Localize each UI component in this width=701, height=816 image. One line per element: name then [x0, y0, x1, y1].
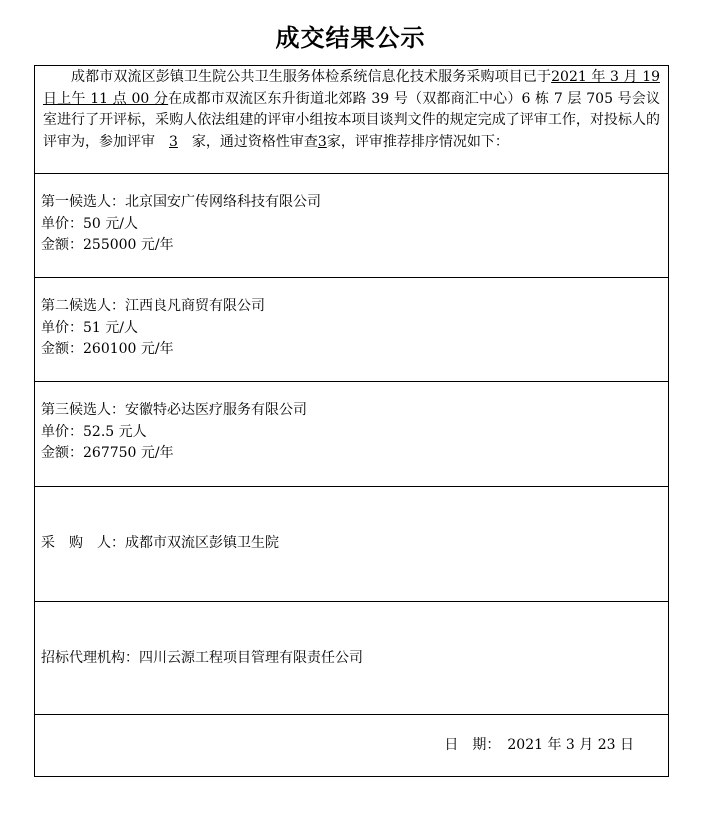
- agency-cell: [35, 602, 668, 715]
- agency-line: [41, 648, 363, 670]
- candidate-1-label: 第一候选人：: [41, 194, 125, 210]
- date-cell: [35, 715, 668, 776]
- candidate-3-name: 安徽特必达医疗服务有限公司: [125, 402, 307, 418]
- candidate-1-amount: 金额：255000 元/年: [41, 237, 174, 253]
- candidate-2-title: [41, 296, 668, 318]
- candidate-1-price: 单价：50 元/人: [41, 215, 138, 232]
- candidate-2-name: 江西良凡商贸有限公司: [125, 298, 265, 314]
- intro-text-end: 家，评审推荐排序情况如下：: [326, 133, 509, 150]
- bid-opening-time: 2021 年 3 月 19 日上午 11 点 00 分: [43, 69, 661, 107]
- intro-text-start: 成都市双流区彭镇卫生院公共卫生服务体检系统信息化技术服务采购项目已于: [71, 69, 552, 85]
- candidate-2-cell: [35, 278, 668, 382]
- intro-text-location: 在成都市双流区东升街道北郊路 39 号（双都商汇中心）6 栋 7 层 705 号会议室进行了开评标，采购人依法组建的评审小组按本项目谈判文件的规定完成了评审工作，对投标人的评审为，参加评审: [43, 90, 660, 150]
- purchaser-cell: [35, 487, 668, 602]
- candidate-2-label: 第二候选人：: [41, 298, 125, 314]
- candidate-3-price: 单价：52.5 元人: [41, 423, 147, 440]
- agency-value: 四川云源工程项目管理有限责任公司: [139, 650, 363, 666]
- candidate-3-label: 第三候选人：: [41, 402, 125, 418]
- date-line: [444, 735, 634, 757]
- agency-label: 招标代理机构：: [41, 650, 139, 666]
- candidate-3-title: [41, 400, 668, 422]
- page-title: 成交结果公示: [275, 24, 426, 52]
- candidate-1-title: [41, 192, 668, 214]
- intro-cell: [35, 66, 668, 174]
- purchaser-value: 成都市双流区彭镇卫生院: [125, 535, 279, 551]
- intro-text-mid: 家，通过资格性审查: [191, 133, 318, 150]
- purchaser-label: 采 购 人：: [41, 535, 125, 551]
- candidate-3-cell: [35, 382, 668, 487]
- result-table: [34, 65, 669, 777]
- purchaser-line: [41, 533, 279, 555]
- candidate-2-amount: 金额：260100 元/年: [41, 341, 174, 357]
- participant-count: 3: [169, 133, 178, 150]
- candidate-3-amount: 金额：267750 元/年: [41, 445, 174, 461]
- candidate-1-cell: [35, 174, 668, 278]
- intro-paragraph: [43, 67, 660, 153]
- candidate-1-name: 北京国安广传网络科技有限公司: [125, 194, 321, 210]
- qualified-count: 3: [317, 133, 327, 150]
- candidate-2-price: 单价：51 元/人: [41, 319, 138, 336]
- date-label: 日 期：: [444, 737, 494, 753]
- date-value: 2021 年 3 月 23 日: [507, 737, 634, 753]
